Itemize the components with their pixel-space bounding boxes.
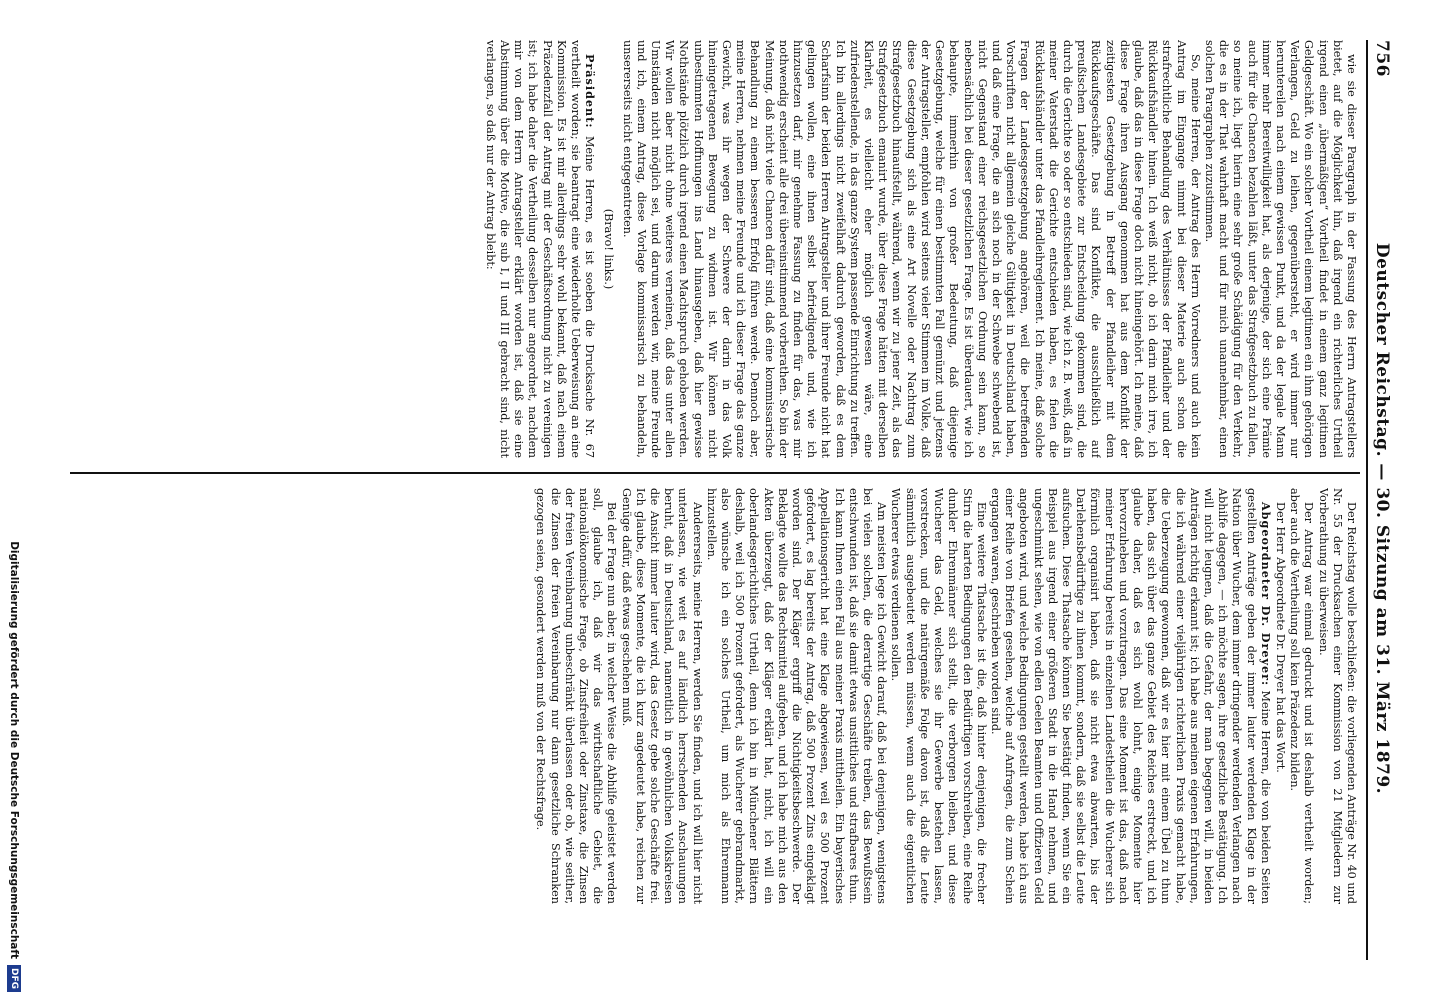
speech-paragraph <box>483 40 598 458</box>
page-number: 756 <box>1372 40 1392 77</box>
speech-paragraph <box>988 488 1273 904</box>
speech-text: Meine Herren, die von beiden Seiten gestellten Anträge geben der immer lauter werdenden Klage in der Nation über Wucher, dem immer dringender werdenden Verlangen nach Abhilfe dagegen, — ich möchte sagen, ihre gesetzliche Bestätigung. Ich will nicht leugnen, daß die Gefahr, der man begegnen will, in beiden Anträgen richtig erkannt ist; ich habe aus meinen eigenen Erfahrungen, die ich während einer vieljährigen richterlichen Praxis gemacht habe, die Ueberzeugung gewonnen, daß wir es hier mit einem Übel zu thun haben, das sich über das ganze Gebiet des Reiches erstreckt, und ich glaube daher, daß es sich wohl lohnt, einige Momente hier hervorzuheben und vorzutragen. Das eine Moment ist das, daß nach meiner Erfahrung bereits in einzelnen Landestheilen die Wucherer sich förmlich organisirt haben, daß sie nicht etwa abwarten, bis der Darlehensbedürftige zu ihnen kommt, sondern, daß sie selbst die Leute aufsuchen. Diese Thatsache können Sie bestätigt finden, wenn Sie ein Beispiel aus irgend einer größeren Stadt in die Hand nehmen, und ungeschminkt sehen, wie von edlen Geelen Beamten und Offizieren Geld angeboten wird, und welche Bedingungen gestellt werden, habe ich aus einer Reihe von Briefen gesehen, welche auf Anfragen, die zum Schein ergangen waren, geschrieben worden sind. <box>988 488 1272 904</box>
running-head: Deutscher Reichstag. — 30. Sitzung am 31. März 1879. <box>1372 242 1392 795</box>
body-paragraph: Eine weitere Thatsache ist die, daß hinter denjenigen, die frecher Stirn die harten Bedingungen den Bedürftigen vorschreiben, eine Reihe dunkler Ehrenmänner sich stellt, die verborgen bleiben, und diese Wucherer das Geld, welches sie ihr Gewerbe bestehen lassen, vorstrecken, und die natürgemäße Folge davon ist, daß die Leute sämmtlich ausgebeutet werden müssen, wenn auch die eigentlichen Wucherer etwas verdienen sollen. <box>889 488 988 904</box>
page-header <box>1372 40 1412 960</box>
body-paragraph: Andererseits, meine Herren, werden Sie finden, und ich will hier nicht unterlassen, wie weit es auf ländlich herrschenden Anschauungen beruht, daß in Deutschland, namentlich in gewöhnlichen Volkskreisen die Ansicht immer lauter wird, das Gesetz gebe solche Geschäfte frei. Ich glaube, diese Momente, die ich kurz angedeutet habe, reichen zur Genüge dafür, daß etwas geschehen muß. <box>619 488 704 904</box>
speaker-name: Abgeordneter Dr. Dreyer: <box>1258 502 1273 687</box>
header-rule <box>1366 40 1368 960</box>
body-paragraph: So, meine Herren, der Antrag des Herrn Vorredners und auch kein Antrag im Eingange nimmt bei dieser Materie auch schon die strafrechtliche Behandlung des Verhältnisses der Pfandleiher und der Rückkaufshändler hinein. Ich weiß nicht, ob ich darin mich irre, ich glaube, daß das in diese Frage doch nicht hineingehört. Ich meine, daß diese Frage ihren Ausgang genommen hat aus dem Konflikt der zeitigesten Gesetzgebung in Betreff der Pfandleiher mit dem Rückkaufsgeschäfte. Das sind Konflikte, die ausschließlich auf preußischem Landesgebiete zur Entscheidung gekommen sind, die durch die Gerichte so oder so entschieden sind, wie ich z. B. weiß, daß in meiner Vaterstadt die Gerichte entschieden haben, es fielen die Rückkaufshändler unter das Pfandleihreglement. Ich meine, daß solche Fragen der Landesgesetzgebung angehören, weil die betreffenden Vorschriften nicht allgemein gleiche Gültigkeit in Deutschland haben, und daß eine Frage, die an sich noch in der Schwebe schwebend ist, nicht Gegenstand einer reichsgesetzlichen Ordnung sein kann, so nebensächlich bei dieser gesetzlichen Frage. Es ist überdauert, wie ich behaupte, immerhin von großer Bedeutung, daß diejenige Gesetzgebung, welche für einen bestimmten Fall gemünzt und jetzens der Antragsteller, empfohlen wird seitens vieler Stimmen im Volke, daß diese Gesetzgebung sich als eine Art Novelle oder Nachtrag zum Strafgesetzbuch hinaufstellt, während, wenn wir zu jener Zeit, als das Strafgesetzbuch emanirt wurde, über diese Frage hätten mit derselben Klarheit, es vielleicht eher möglich gewesen wäre, eine zufriedenstellende, in das ganze System passende Einrichtung zu treffen. Ich bin allerdings nicht zweifelhaft dadurch geworden, daß es dem Scharfsinn der beiden Herren Antragsteller und ihrer Freunde nicht hat gelingen wollen, eine ihnen selbst befriedigende und, wie ich hinzusetzen darf, mir genehme Fassung zu finden für das, was mir nothwendig erscheint alle drei übereinstimmend vorberathen. So bin der Meinung, daß nicht viele Chancen dafür sind, daß eine kommissarische Behandlung zu einem besseren Erfolg führen werde. Dennoch aber, meine Herren, nehmen meine Freunde und ich dieser Frage das ganze Gewicht, was ihr wegen der Schwere der darin in das Volk hineingetragenen Bewegung zu widmen ist. Wir können nicht unbestimmten Hoffnungen ins Land hinausgeben, daß hier gewisse Nothstände plötzlich durch irgend einen Machtspruch gehoben werden. Wir wollen aber nicht ohne weiteres verneinen, daß das unter allen Umständen nicht möglich sei, und darum werden wir, meine Freunde und ich, einem Antrag, diese Vorlage kommissarisch zu behandeln, unsererseits nicht entgegentreten. <box>620 40 1202 458</box>
dfg-logo: DFG <box>7 965 21 992</box>
body-paragraph: Der Reichstag wolle beschließen: die vorliegenden Anträge Nr. 40 und Nr. 55 der Drucksachen einer Kommission von 21 Mitgliedern zur Vorberathung zu überweisen. <box>1316 488 1358 904</box>
left-column <box>52 40 1358 458</box>
right-column <box>52 488 1358 904</box>
speaker-name: Präsident: <box>583 54 598 129</box>
body-paragraph: Am meisten lege ich Gewicht darauf, daß bei denjenigen, wenigstens bei vielen solchen, die derartige Geschäfte treiben, das Bewußtsein entschwunden ist, daß sie damit etwas unsittliches und strafbares thun. Ich kann Ihnen einen Fall aus meiner Praxis mittheilen. Ein bayerisches Appellationsgericht hat eine Klage abgewiesen, weil es 500 Prozent gefordert, es lag bereits der Antrag, daß 500 Prozent Zins eingeklagt worden sind. Der Kläger ergriff die Nichtigkeitsbeschwerde. Der Beklagte wollte das Rechtsmittel aufgeben, und ich habe mich aus den Akten überzeugt, daß der Kläger erklärt hat, nicht, ich will ein oberlandesgerichtliches Urtheil, denn ich bin in Münchener Blättern deshalb, weil ich 500 Prozent gefordert, als Wucherer gebrandmarkt, also wünsche ich ein solches Urtheil, um mich als Ehrenmann hinzustellen. <box>704 488 889 904</box>
body-paragraph: Bei der Frage nun aber, in welcher Weise die Abhilfe geleistet werden soll, glaube ich, daß wir das wirthschaftliche Gebiet, die nationalökonomische Frage, ob Zinsfreiheit oder Zinstaxe, die Zinsen der freien Vereinbarung unbeschränkt überlassen oder ob, wie seither, die Zinsen der freien Vereinbarung nur dann gesetzliche Schranken gezogen seien, gesondert werden muß von der Rechtsfrage. <box>534 488 619 904</box>
digitization-footer <box>6 0 22 1000</box>
body-paragraph: Der Antrag war einmal gedruckt und ist deshalb vertheilt worden; aber auch die Vertheilung soll kein Präzedenz bilden. <box>1288 488 1316 904</box>
digitization-note: Digitalisierung gefördert durch die Deutsche Forschungsgemeinschaft <box>8 541 20 959</box>
body-paragraph: Der Herr Abgeordnete Dr. Dreyer hat das Wort. <box>1273 502 1287 773</box>
body-paragraph: wie sie dieser Paragraph in der Fassung des Herrn Antragstellers bietet, auf die Möglichkeit hin, daß irgend ein richterliches Urtheil irgend einen „übermäßigen“ Vortheil findet in einem ganz legitimen Geldgeschäft. Wo ein solcher Vortheil einem legitimen ein ihm gehörigen Verlangen, Geld zu leihen, gegenübersteht, er wird immer nur heruntereilen nach einem gewissen Punkt, und da der legale Mann immer mehr Bereitwilligkeit hat, als derjenige, der sich eine Prämie auch für die Chancen bezahlen läßt, unter das Strafgesetzbuch zu fallen, so meine ich, liegt hierin eine sehr große Schädigung für den Verkehr, die es in der That wahrhaft macht und für mich unannehmbar, einen solchen Paragraphen zuzustimmen. <box>1202 40 1358 458</box>
stage-direction: (Bravo! links.) <box>602 208 616 290</box>
speech-text: Meine Herren, es ist soeben die Drucksache Nr. 67 vertheilt worden; sie beantragt eine wiederholte Ueberweisung an eine Kommission. Es ist mir allerdings sehr wohl bekannt, daß nach einem Präzedenzfall der Antrag mit der Geschäftsordnung nicht zu vereinigen ist; ich habe daher die Vertheilung desselben nur angeordnet, nachdem mir von dem Herrn Antragsteller erklärt worden ist, daß sie eine Abstimmung über die Motive, die sub I, II und III gebracht sind, nicht verlangen, so daß nur der Antrag bleibt: <box>483 40 597 458</box>
column-divider <box>70 472 1360 474</box>
